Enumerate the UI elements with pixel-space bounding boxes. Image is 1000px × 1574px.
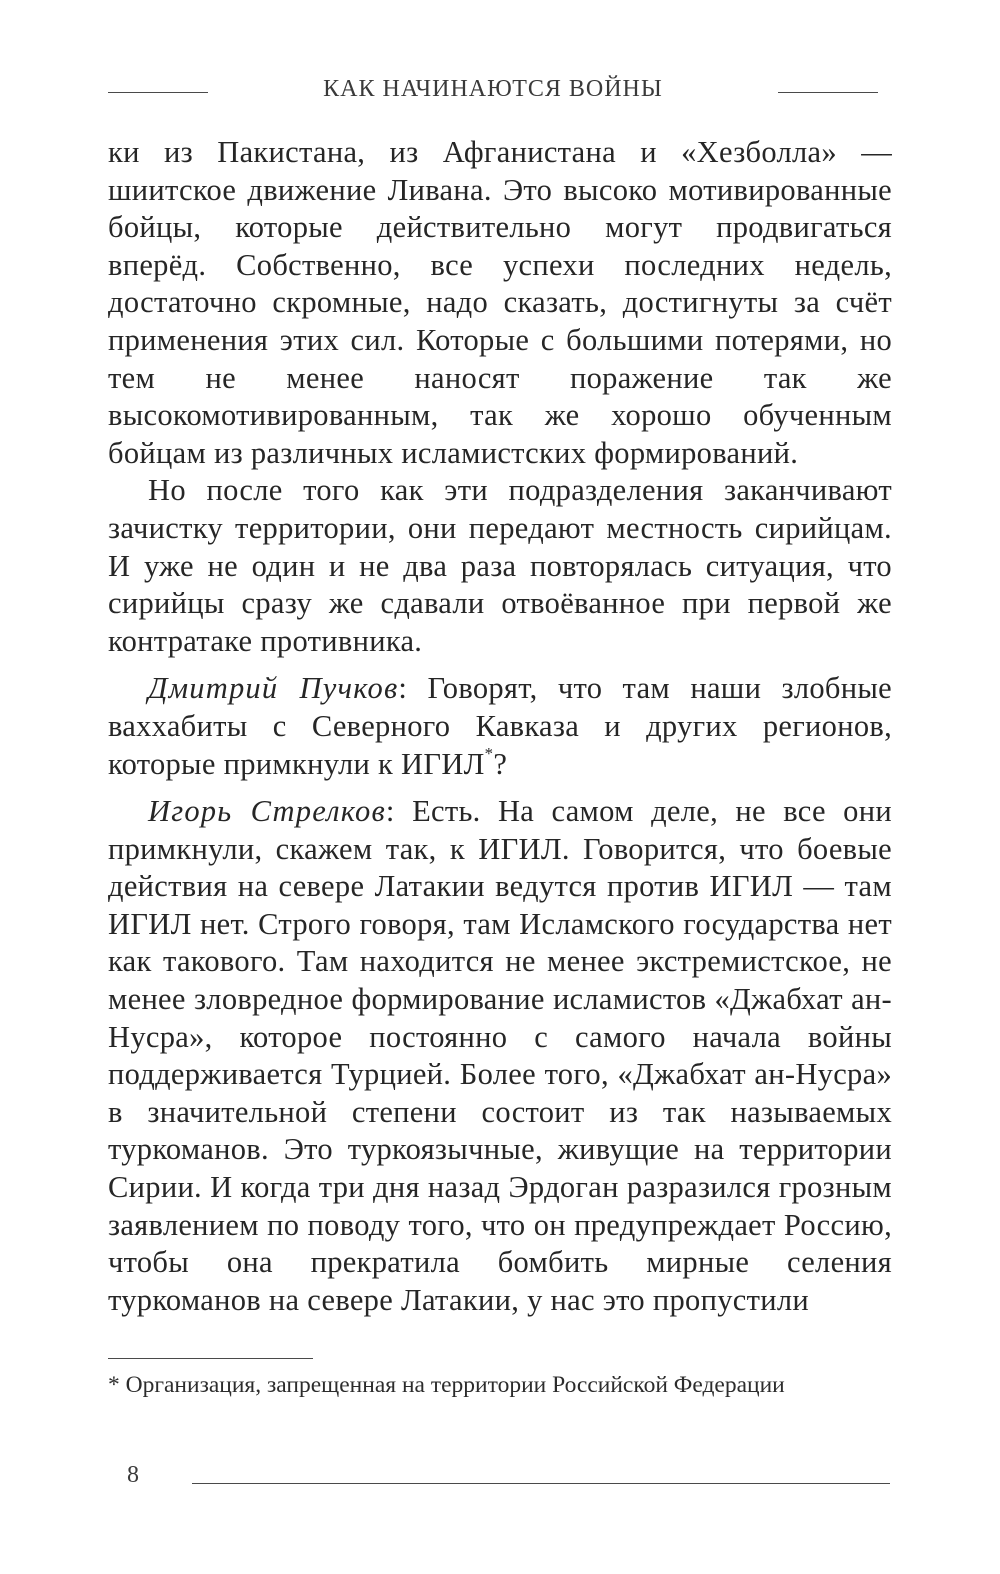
footnote-mark: * — [484, 743, 494, 763]
dialogue-text: Есть. На самом деле, не все они примкнули, скажем так, к ИГИЛ. Говорится, что боевые действия на севере Латакии ведутся против ИГИЛ — там ИГИЛ нет. Строго говоря, там Исламского государства нет как такового. Там находится не менее экстремистское, не менее зловредное формирование исламистов «Джабхат ан-Нусра», которое постоянно с самого начала войны поддерживается Турцией. Более того, «Джабхат ан-Нусра» в значительной степени состоит из так называемых туркоманов. Это туркоязычные, живущие на территории Сирии. И когда три дня назад Эрдоган разразился грозным заявлением по поводу того, что он предупреждает Россию, чтобы она прекратила бомбить мирные селения туркоманов на севере Латакии, у нас это пропустили — [108, 794, 892, 1317]
paragraph-1 — [108, 134, 892, 472]
footnote-rule — [108, 1358, 313, 1359]
header-rule-right — [778, 92, 878, 93]
page-number: 8 — [127, 1462, 139, 1488]
dialogue-pucknov — [108, 670, 892, 783]
footer-rule — [192, 1483, 890, 1484]
main-text — [108, 134, 892, 1319]
running-header — [108, 72, 878, 112]
speaker-separator: : — [398, 671, 408, 706]
paragraph-1-text: ки из Пакистана, из Афганистана и «Хезболла» — шиитское движение Ливана. Это высоко мотивированные бойцы, которые действительно могут продвигаться вперёд. Собственно, все успехи последних недель, достаточно скромные, надо сказать, достигнуты за счёт применения этих сил. Которые с большими потерями, но тем не менее наносят поражение так же высокомотивированным, так же хорошо обученным бойцам из различных исламистских формирований. — [108, 135, 892, 470]
paragraph-2 — [108, 472, 892, 660]
running-header-title: КАК НАЧИНАЮТСЯ ВОЙНЫ — [323, 76, 663, 102]
dialogue-text-end: ? — [493, 746, 508, 781]
dialogue-text: Говорят, что там наши злобные ваххабиты с Северного Кавказа и других регионов, которые примкнули к ИГИЛ — [108, 671, 892, 781]
speaker-name: Дмитрий Пучков — [148, 671, 399, 706]
speaker-separator: : — [385, 794, 395, 829]
speaker-name: Игорь Стрелков — [148, 794, 386, 829]
dialogue-strelkov — [108, 793, 892, 1319]
paragraph-2-text: Но после того как эти подразделения заканчивают зачистку территории, они передают местность сирийцам. И уже не один и не два раза повторялась ситуация, что сирийцы сразу же сдавали отвоёванное при первой же контратаке противника. — [108, 473, 892, 658]
footnote: * Организация, запрещенная на территории Российской Федерации — [108, 1372, 785, 1398]
